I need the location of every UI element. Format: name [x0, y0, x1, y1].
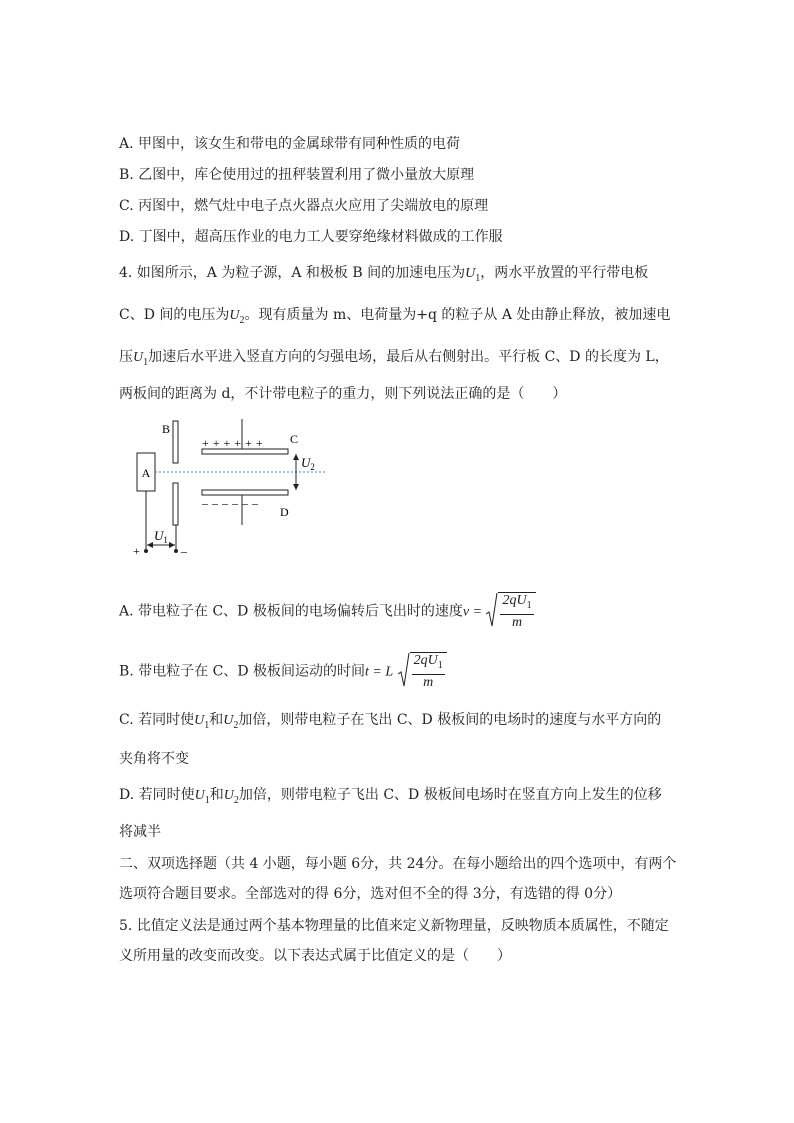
- plate-b-upper: [173, 421, 178, 463]
- minus-charges: – – – – – –: [202, 496, 259, 510]
- sqrt-formula: $\frac{2qU_1}{m}$: [398, 652, 447, 691]
- q4-line-3: [119, 348, 669, 372]
- label-b: B: [162, 422, 171, 436]
- q4-option-b: [119, 652, 447, 691]
- sign-plus: +: [133, 544, 140, 558]
- label-a: A: [141, 466, 151, 480]
- q4-text: 。现有质量为 m、电荷量为+q 的粒子从 A 处由静止释放，被加速电: [244, 307, 671, 323]
- u1-symbol: $U_1$: [465, 266, 481, 284]
- label-u1: $U_1$: [154, 528, 168, 545]
- plate-d: [202, 490, 288, 495]
- option-text: D. 若同时使: [119, 787, 195, 803]
- q5-line-2: 义所用量的改变而改变。以下表达式属于比值定义的是（ ）: [119, 948, 511, 964]
- q4-option-c-line-2: 夹角将不变: [119, 751, 189, 767]
- option-3c: C. 丙图中，燃气灶中电子点火器点火应用了尖端放电的原理: [119, 198, 489, 214]
- q4-option-d: [119, 786, 662, 810]
- q4-text: ，两水平放置的平行带电板: [480, 265, 649, 281]
- option-3b: B. 乙图中，库仑使用过的扭秤装置利用了微小量放大原理: [119, 167, 475, 183]
- option-3d: D. 丁图中，超高压作业的电力工人要穿绝缘材料做成的工作服: [119, 229, 503, 245]
- option-text: A. 带电粒子在 C、D 极板间的电场偏转后飞出时的速度: [119, 603, 463, 620]
- q4-option-d-line-2: 将减半: [119, 824, 161, 840]
- option-text: C. 若同时使: [119, 712, 195, 728]
- q4-line-1: [119, 264, 648, 288]
- option-text: B. 带电粒子在 C、D 极板间运动的时间: [119, 663, 366, 680]
- section-2-heading-line-2: 选项符合题目要求。全部选对的得 6分，选对但不全的得 3分，有选错的得 0分）: [119, 886, 622, 902]
- q4-option-c: [119, 711, 661, 735]
- plus-charges: + + + + + +: [202, 436, 264, 450]
- terminal-plus: [144, 549, 148, 553]
- q4-text: 压: [119, 349, 133, 365]
- q4-line-4: 两板间的距离为 d，不计带电粒子的重力，则下列说法正确的是（ ）: [119, 386, 567, 402]
- u1-symbol: $U_1$: [194, 713, 210, 731]
- label-u2: $U_2$: [301, 455, 315, 472]
- option-3a: A. 甲图中，该女生和带电的金属球带有同种性质的电荷: [119, 136, 461, 152]
- sqrt-formula: $\frac{2qU_1}{m}$: [486, 592, 535, 631]
- radical-sign: [398, 652, 410, 688]
- u1-arrow-head-left: [147, 542, 153, 548]
- u2-symbol: $U_2$: [223, 713, 239, 731]
- q4-text: 加速后水平进入竖直方向的匀强电场，最后从右侧射出。平行板 C、D 的长度为 L，: [148, 349, 669, 365]
- label-d: D: [280, 505, 289, 519]
- radical-sign: [486, 592, 498, 628]
- accelerator-deflector-diagram: [130, 415, 330, 560]
- u1-symbol: $U_1$: [194, 788, 210, 806]
- q4-text: 4. 如图所示，A 为粒子源，A 和极板 B 间的加速电压为: [119, 265, 466, 281]
- formula-lhs: v =: [462, 604, 483, 620]
- sign-minus: –: [181, 544, 187, 558]
- q4-option-a: [119, 592, 536, 631]
- u2-symbol: $U_2$: [223, 788, 239, 806]
- u2-symbol: $U_2$: [229, 308, 245, 326]
- q4-text: C、D 间的电压为: [119, 307, 230, 323]
- section-2-heading-line-1: 二、双项选择题（共 4 小题，每小题 6分，共 24分。在每小题给出的四个选项中，有两个: [119, 856, 677, 872]
- label-c: C: [290, 432, 299, 446]
- q5-line-1: 5. 比值定义法是通过两个基本物理量的比值来定义新物理量，反映物质本质属性，不随定: [119, 918, 669, 934]
- u2-arrow-head-down: [293, 484, 299, 490]
- option-text: 和: [209, 712, 224, 728]
- terminal-minus: [174, 549, 178, 553]
- u1-symbol: $U_1$: [133, 350, 149, 368]
- u1-arrow-head-right: [169, 542, 175, 548]
- formula-lhs: t = L: [365, 664, 394, 680]
- option-text: 加倍，则带电粒子飞出 C、D 极板间电场时在竖直方向上发生的位移: [238, 787, 662, 803]
- q4-line-2: [119, 306, 670, 330]
- option-text: 和: [209, 787, 224, 803]
- plate-b-lower: [173, 483, 178, 525]
- option-text: 加倍，则带电粒子在飞出 C、D 极板间的电场时的速度与水平方向的: [238, 712, 662, 728]
- u2-arrow-head-up: [293, 454, 299, 460]
